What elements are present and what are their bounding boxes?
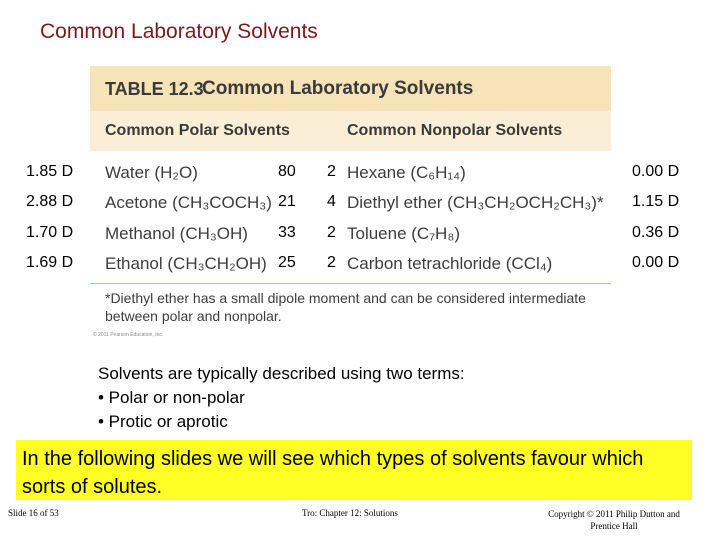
- table-title: Common Laboratory Solvents: [202, 78, 474, 99]
- table-row: [0, 254, 720, 282]
- terms-item: • Polar or non-polar: [98, 388, 245, 407]
- table-number: TABLE 12.3: [105, 79, 204, 99]
- highlight-note: [16, 440, 692, 500]
- polar-dipole: 1.70 D: [26, 224, 74, 241]
- nonpolar-value: 2: [327, 224, 336, 241]
- nonpolar-value: 2: [327, 254, 336, 271]
- nonpolar-dipole: 1.15 D: [632, 193, 680, 210]
- table-header: [90, 66, 611, 111]
- nonpolar-value: 4: [327, 193, 336, 210]
- table-image-copyright: © 2011 Pearson Education, Inc.: [93, 332, 164, 338]
- highlight-note-text: In the following slides we will see which types of solvents favour which sorts of solutes.: [22, 448, 644, 498]
- dielectric-value: 21: [278, 193, 296, 210]
- polar-solvent: Ethanol (CH₃CH₂OH): [105, 254, 267, 273]
- table-column-headers: [90, 111, 611, 151]
- nonpolar-solvent: Carbon tetrachloride (CCl₄): [347, 254, 553, 273]
- polar-dipole: 1.85 D: [26, 163, 74, 180]
- solvent-terms: [98, 362, 465, 434]
- slide-number: Slide 16 of 53: [8, 508, 59, 518]
- footnote-rule: [90, 283, 611, 284]
- terms-intro: Solvents are typically described using two terms:: [98, 364, 465, 383]
- polar-dipole: 1.69 D: [26, 254, 74, 271]
- terms-item: • Protic or aprotic: [98, 412, 228, 431]
- polar-dipole: 2.88 D: [26, 193, 74, 210]
- copyright-footer: Copyright © 2011 Philip Dutton and Prentice Hall: [548, 509, 680, 531]
- dielectric-value: 80: [278, 163, 296, 180]
- polar-column-header: Common Polar Solvents: [105, 122, 290, 139]
- slide-title: Common Laboratory Solvents: [40, 20, 318, 43]
- nonpolar-value: 2: [327, 163, 336, 180]
- polar-solvent: Water (H₂O): [105, 163, 198, 182]
- nonpolar-dipole: 0.36 D: [632, 224, 680, 241]
- dielectric-value: 25: [278, 254, 296, 271]
- nonpolar-dipole: 0.00 D: [632, 163, 680, 180]
- course-footer: Tro: Chapter 12: Solutions: [302, 508, 398, 518]
- nonpolar-solvent: Toluene (C₇H₈): [347, 224, 461, 243]
- nonpolar-column-header: Common Nonpolar Solvents: [347, 122, 563, 139]
- dielectric-value: 33: [278, 224, 296, 241]
- table-row: [0, 163, 720, 191]
- polar-solvent: Acetone (CH₃COCH₃): [105, 193, 272, 212]
- table-row: [0, 193, 720, 221]
- nonpolar-solvent: Diethyl ether (CH₃CH₂OCH₂CH₃)*: [347, 193, 604, 212]
- table-footnote: *Diethyl ether has a small dipole moment and can be considered intermediate between polar and nonpolar.: [105, 290, 586, 324]
- table-row: [0, 224, 720, 252]
- polar-solvent: Methanol (CH₃OH): [105, 224, 248, 243]
- nonpolar-dipole: 0.00 D: [632, 254, 680, 271]
- nonpolar-solvent: Hexane (C₆H₁₄): [347, 163, 466, 182]
